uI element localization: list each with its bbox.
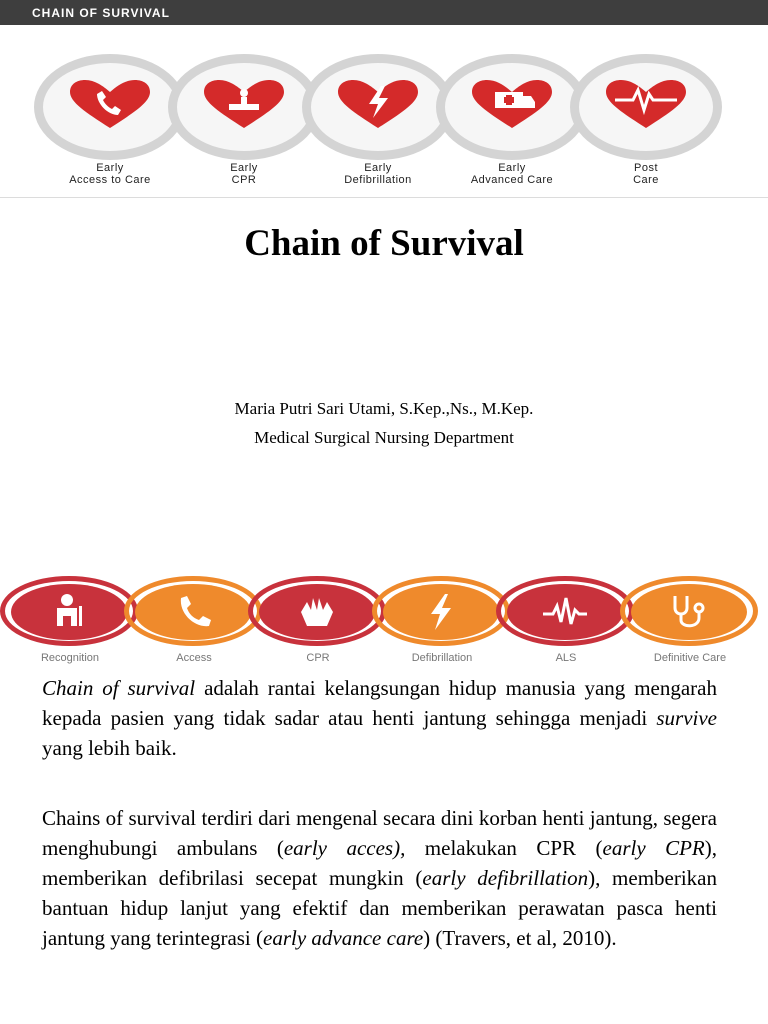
paragraph-definition	[42, 673, 717, 763]
paragraph1-t1: adalah rantai kelangsungan hidup manusia yang mengarah kepada pasien yang tidak sadar atau henti jantung sehingga menjadi	[42, 676, 717, 730]
phone-icon	[169, 592, 217, 632]
paragraph2-t1: Chains of survival terdiri dari mengenal secara dini korban henti jantung, segera menghubungi ambulans (	[42, 806, 717, 860]
als-disc	[507, 584, 623, 640]
lightning-heart-icon	[333, 80, 423, 130]
lightning-icon	[417, 592, 465, 632]
step-label-advanced-care: Early Advanced Care	[470, 162, 554, 186]
paragraph2-em3: early defibrillation	[422, 866, 589, 890]
stethoscope-icon	[665, 592, 713, 632]
paragraph2-t5: ) (Travers, et al, 2010).	[423, 926, 617, 950]
hands-icon	[293, 592, 341, 632]
phone-heart-icon	[65, 80, 155, 130]
defibrillation-disc	[383, 584, 499, 640]
ambulance-heart-icon	[467, 80, 557, 130]
paragraph1-t2: yang lebih baik.	[42, 736, 177, 760]
banner-title: CHAIN OF SURVIVAL	[32, 6, 170, 20]
cpr-heart-icon	[199, 80, 289, 130]
paragraph1-em2: survive	[656, 706, 717, 730]
icon-label-access: Access	[176, 652, 212, 664]
icon-label-recognition: Recognition	[40, 652, 100, 664]
banner-title-bar	[0, 0, 768, 25]
paragraph2-em4: early advance care	[263, 926, 424, 950]
person-icon	[45, 592, 93, 632]
recognition-disc	[11, 584, 127, 640]
icon-label-cpr: CPR	[306, 652, 330, 664]
department: Medical Surgical Nursing Department	[254, 428, 514, 447]
heartbeat-icon	[541, 592, 589, 632]
chain-of-survival-banner	[0, 0, 768, 198]
paragraph2-t4: ), memberikan bantuan hidup lanjut yang efektif dan memberikan perawatan pasca henti jantung yang terintegrasi (	[42, 866, 718, 950]
paragraph2-em1: early acces),	[283, 836, 406, 860]
step-label-access: Early Access to Care	[69, 162, 151, 186]
paragraph2-t2: melakukan CPR (	[405, 836, 603, 860]
icon-label-als: ALS	[555, 652, 577, 664]
heartbeat-heart-icon	[601, 80, 691, 130]
access-disc	[135, 584, 251, 640]
paragraph2-t3: ), memberikan defibrilasi secepat mungkin (	[42, 836, 718, 890]
definitive-care-disc	[631, 584, 747, 640]
step-label-post-care: Post Care	[633, 162, 659, 186]
step-label-defibrillation: Early Defibrillation	[344, 162, 412, 186]
icon-label-definitive-care: Definitive Care	[653, 652, 727, 664]
cpr-disc	[259, 584, 375, 640]
banner-divider	[0, 197, 768, 198]
icon-label-defibrillation: Defibrillation	[411, 652, 473, 664]
paragraph-components	[42, 803, 717, 953]
step-label-cpr: Early CPR	[230, 162, 258, 186]
author: Maria Putri Sari Utami, S.Kep.,Ns., M.Kep.	[234, 399, 534, 418]
page-title: Chain of Survival	[244, 223, 524, 264]
paragraph1-em1: Chain of survival	[42, 676, 196, 700]
paragraph2-em2: early CPR	[602, 836, 705, 860]
